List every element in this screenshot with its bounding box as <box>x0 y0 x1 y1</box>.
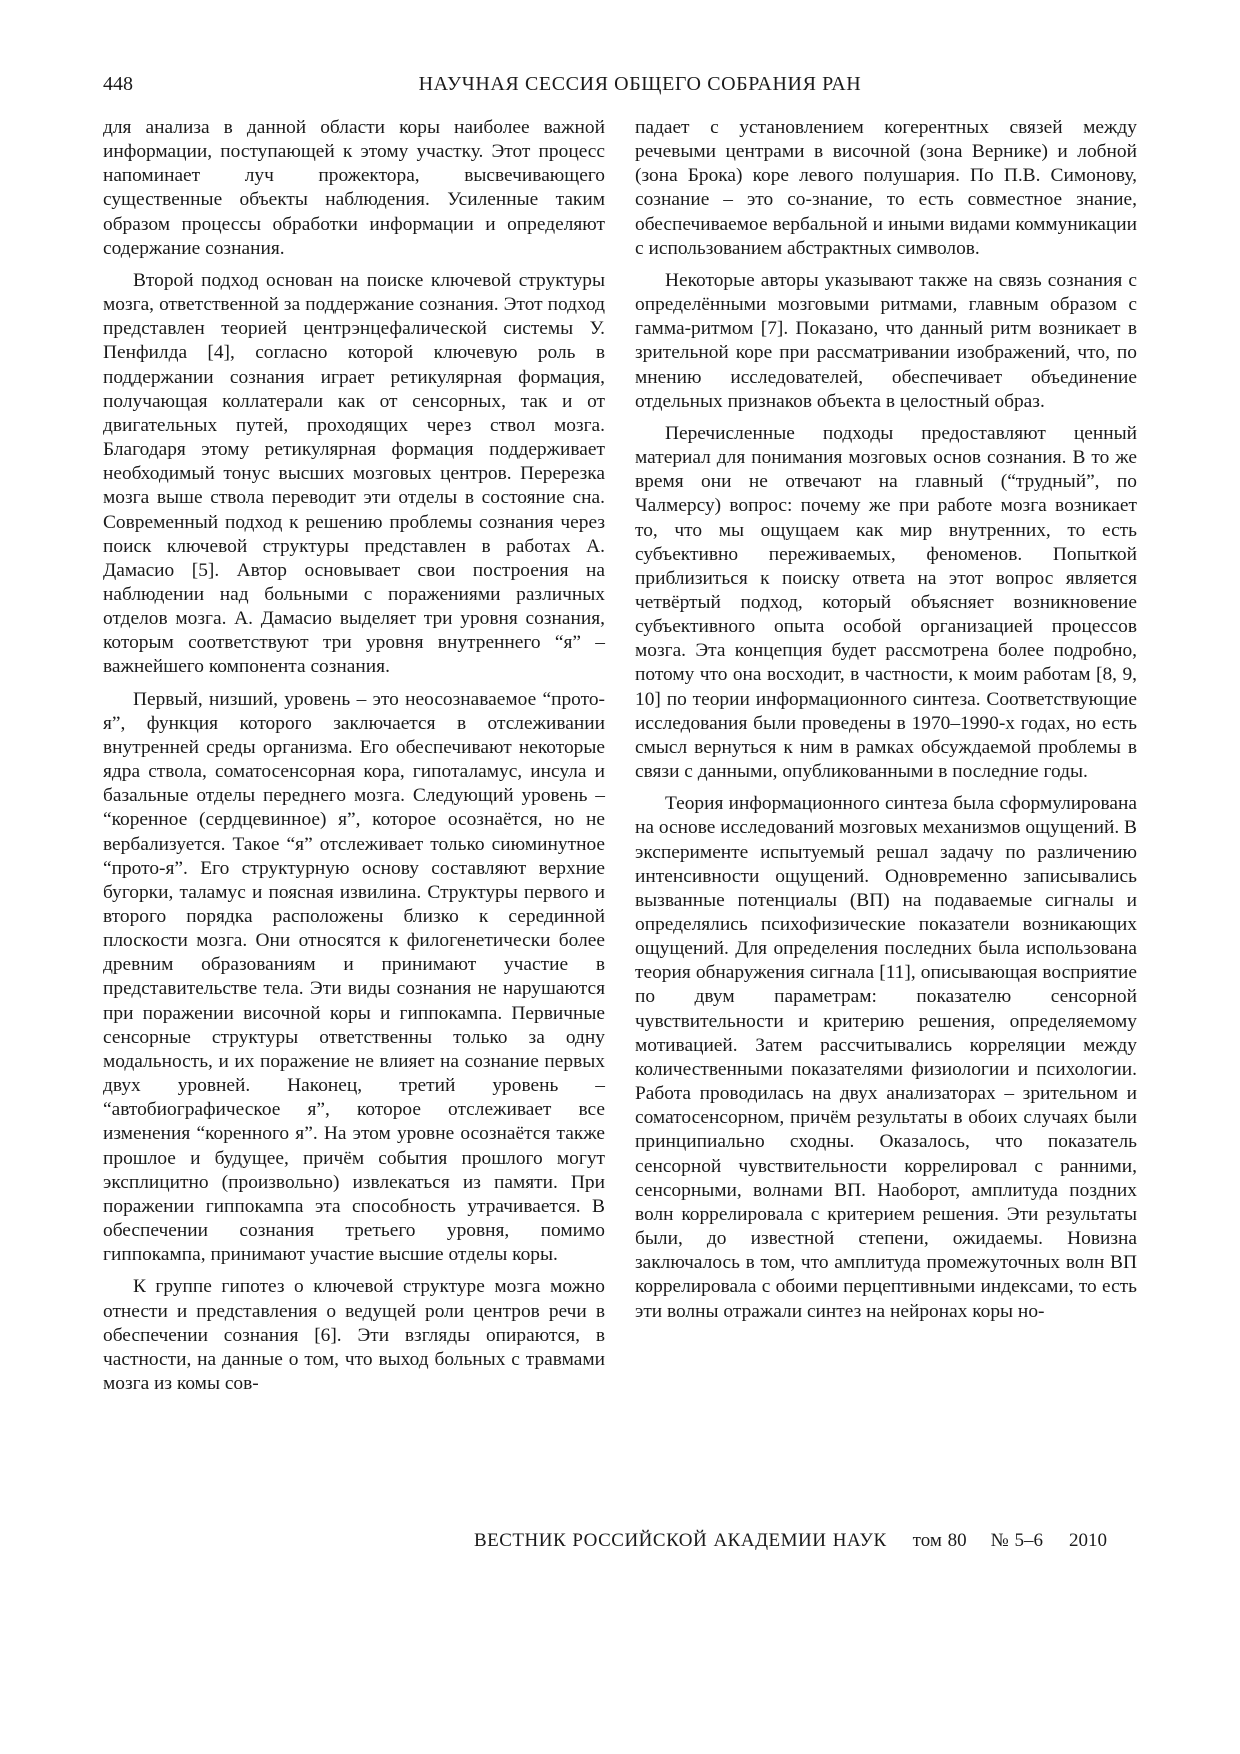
footer-volume: том 80 <box>912 1530 967 1551</box>
running-title: НАУЧНАЯ СЕССИЯ ОБЩЕГО СОБРАНИЯ РАН <box>418 73 862 95</box>
paragraph: для анализа в данной области коры наиболее важной информации, поступающей к этому участку. Этот процесс напоминает луч прожектора, высвечивающего существенные объекты наблюдения. Усиленные таким образом процессы обработки информации и определяют содержание сознания. <box>103 117 605 259</box>
paragraph: Перечисленные подходы предоставляют ценный материал для понимания мозговых основ сознания. В то же время они не отвечают на главный (“трудный”, по Чалмерсу) вопрос: почему же при работе мозга возникает то, что мы ощущаем как мир внутренних, то есть субъективно переживаемых, феноменов. Попыткой приблизиться к поиску ответа на этот вопрос является четвёртый подход, который объясняет возникновение субъективного опыта особой организацией процессов мозга. Эта концепция будет рассмотрена более подробно, потому что она восходит, в частности, к моим работам [8, 9, 10] по теории информационного синтеза. Соответствующие исследования были проведены в 1970–1990-х годах, но есть смысл вернуться к ним в рамках обсуждаемой проблемы в связи с данными, опубликованными в последние годы. <box>635 422 1137 783</box>
paragraph: К группе гипотез о ключевой структуре мозга можно отнести и представления о ведущей роли центров речи в обеспечении сознания [6]. Эти взгляды опираются, в частности, на данные о том, что выход больных с травмами мозга из комы сов- <box>103 1276 605 1394</box>
footer-journal-title: ВЕСТНИК РОССИЙСКОЙ АКАДЕМИИ НАУК <box>473 1530 887 1551</box>
footer-issue: № 5–6 <box>990 1530 1043 1551</box>
right-column <box>635 116 1137 1332</box>
paragraph: Первый, низший, уровень – это неосознаваемое “прото-я”, функция которого заключается в отслеживании внутренней среды организма. Его обеспечивают некоторые ядра ствола, соматосенсорная кора, гипоталамус, инсула и базальные отделы переднего мозга. Следующий уровень – “коренное (сердцевинное) я”, которое осознаётся, но не вербализуется. Такое “я” отслеживает только сиюминутное “прото-я”. Его структурную основу составляют верхние бугорки, таламус и поясная извилина. Структуры первого и второго порядка расположены близко к серединной плоскости мозга. Они относятся к филогенетически более древним образованиям и принимают участие в представительстве тела. Эти виды сознания не нарушаются при поражении височной коры и гиппокампа. Первичные сенсорные структуры ответственны только за одну модальность, и их поражение не влияет на сознание первых двух уровней. Наконец, третий уровень – “автобиографическое я”, которое отслеживает все изменения “коренного я”. На этом уровне осознаётся также прошлое и будущее, причём события прошлого могут эксплицитно (произвольно) извлекаться из памяти. При поражении гиппокампа эта способность утрачивается. В обеспечении сознания третьего уровня, помимо гиппокампа, принимают участие высшие отделы коры. <box>103 688 605 1266</box>
page-number: 448 <box>103 73 133 95</box>
paragraph: Теория информационного синтеза была сформулирована на основе исследований мозговых механизмов ощущений. В эксперименте испытуемый решал задачу по различению интенсивности ощущений. Одновременно записывались вызванные потенциалы (ВП) на подаваемые сигналы и определялись психофизические показатели возникающих ощущений. Для определения последних была использована теория обнаружения сигнала [11], описывающая восприятие по двум параметрам: показателю сенсорной чувствительности и критерию решения, определяемому мотивацией. Затем рассчитывались корреляции между количественными показателями физиологии и психологии. Работа проводилась на двух анализаторах – зрительном и соматосенсорном, причём результаты в обоих случаях были принципиально сходны. Оказалось, что показатель сенсорной чувствительности коррелировал с ранними, сенсорными, волнами ВП. Наоборот, амплитуда поздних волн коррелировала с критерием решения. Эти результаты были, до известной степени, ожидаемы. Новизна заключалось в том, что амплитуда промежуточных волн ВП коррелировала с обоими перцептивными индексами, то есть эти волны отражали синтез на нейронах коры но- <box>635 793 1137 1322</box>
page-header <box>103 70 1137 98</box>
left-column <box>103 116 605 1404</box>
paragraph: Некоторые авторы указывают также на связь сознания с определёнными мозговыми ритмами, главным образом с гамма-ритмом [7]. Показано, что данный ритм возникает в зрительной коре при рассматривании изображений, что, по мнению исследователей, обеспечивает объединение отдельных признаков объекта в целостный образ. <box>635 269 1137 412</box>
paragraph: Второй подход основан на поиске ключевой структуры мозга, ответственной за поддержание сознания. Этот подход представлен теорией центрэнцефалической системы У. Пенфилда [4], согласно которой ключевую роль в поддержании сознания играет ретикулярная формация, получающая коллатерали как от сенсорных, так и от двигательных путей, проходящих через ствол мозга. Благодаря этому ретикулярная формация поддерживает необходимый тонус высших мозговых центров. Перерезка мозга выше ствола переводит эти отделы в состояние сна. Современный подход к решению проблемы сознания через поиск ключевой структуры представлен в работах А. Дамасио [5]. Автор основывает свои построения на наблюдении над больными с поражениями различных отделов мозга. А. Дамасио выделяет три уровня сознания, которым соответствуют три уровня внутреннего “я” – важнейшего компонента сознания. <box>103 269 605 678</box>
footer-year: 2010 <box>1069 1530 1107 1551</box>
page-footer <box>474 1528 1107 1554</box>
paragraph: падает с установлением когерентных связей между речевыми центрами в височной (зона Вернике) и лобной (зона Брока) коре левого полушария. По П.В. Симонову, сознание – это со-знание, то есть совместное знание, обеспечиваемое вербальной и иными видами коммуникации с использованием абстрактных символов. <box>635 117 1137 259</box>
